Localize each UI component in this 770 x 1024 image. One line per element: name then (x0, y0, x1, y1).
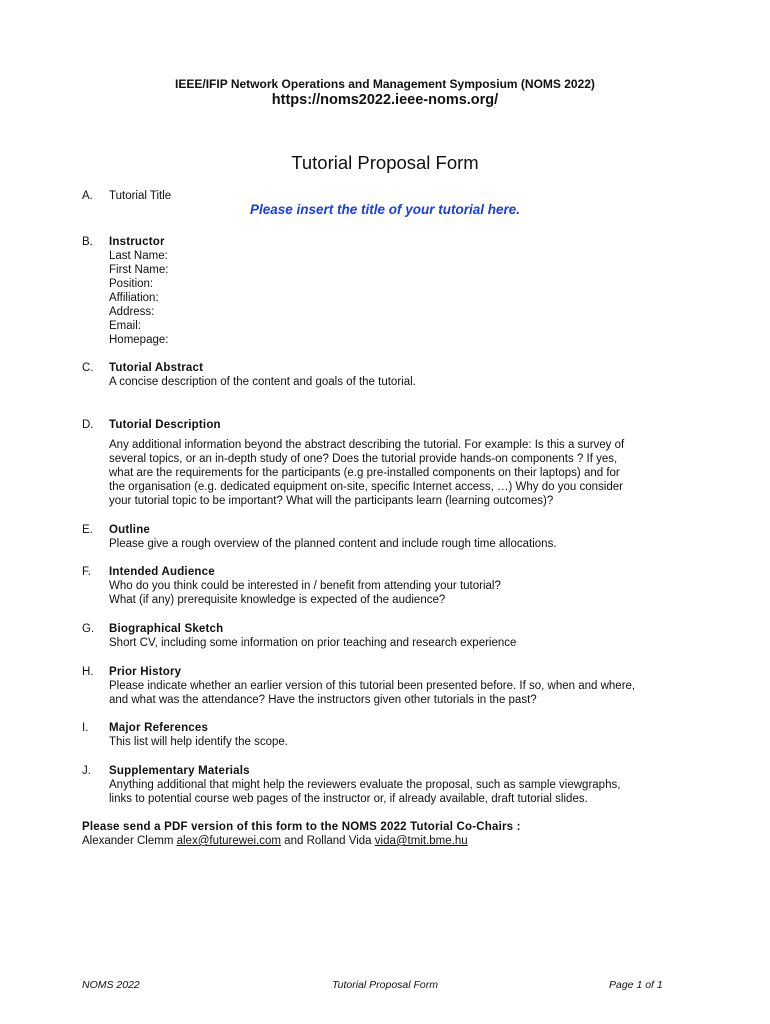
section-text: This list will help identify the scope. (109, 736, 288, 748)
section-text-line: links to potential course web pages of the instructor or, if already available, draft tutorial slides. (109, 793, 588, 805)
section-letter: F. (82, 566, 91, 578)
section-letter: A. (82, 190, 93, 202)
footer-center: Tutorial Proposal Form (331, 979, 438, 991)
field-address[interactable]: Address: (109, 306, 155, 318)
field-email[interactable]: Email: (109, 320, 141, 332)
section-heading: Tutorial Abstract (109, 362, 204, 374)
section-text-line: several topics, or an in-depth study of one? Does the tutorial provide hands-on components ? If yes, (109, 453, 618, 465)
chair-name: Alexander Clemm (82, 835, 174, 847)
section-heading: Tutorial Description (109, 419, 221, 431)
field-position[interactable]: Position: (109, 278, 154, 290)
chair-email-link[interactable]: vida@tmit.bme.hu (374, 835, 468, 847)
section-text-line: What (if any) prerequisite knowledge is expected of the audience? (109, 594, 446, 606)
field-last-name[interactable]: Last Name: (109, 250, 168, 262)
section-letter: I. (82, 722, 89, 734)
section-heading: Tutorial Title (109, 190, 172, 202)
submission-note: Please send a PDF version of this form to the NOMS 2022 Tutorial Co-Chairs : (82, 821, 521, 833)
section-heading: Supplementary Materials (109, 765, 250, 777)
section-text-line: Any additional information beyond the abstract describing the tutorial. For example: Is this a survey of (109, 439, 625, 451)
section-letter: J. (82, 765, 91, 777)
form-title: Tutorial Proposal Form (291, 152, 479, 173)
section-heading: Major References (109, 722, 209, 734)
section-letter: G. (82, 623, 95, 635)
section-heading: Biographical Sketch (109, 623, 224, 635)
section-text-line: what are the requirements for the participants (e.g pre-installed components on their laptops) and for (109, 467, 620, 479)
section-heading: Instructor (109, 236, 165, 248)
section-letter: E. (82, 524, 93, 536)
conference-name: IEEE/IFIP Network Operations and Management Symposium (NOMS 2022) (175, 77, 595, 91)
section-text: Short CV, including some information on prior teaching and research experience (109, 637, 517, 649)
chair-email-link[interactable]: alex@futurewei.com (176, 835, 281, 847)
section-text-line: Anything additional that might help the reviewers evaluate the proposal, such as sample viewgraphs, (109, 779, 621, 791)
tutorial-title-placeholder[interactable]: Please insert the title of your tutorial here. (249, 202, 521, 217)
section-text: Please give a rough overview of the planned content and include rough time allocations. (109, 538, 557, 550)
section-letter: B. (82, 236, 93, 248)
footer-page-number: Page 1 of 1 (609, 979, 663, 991)
section-text-line: the organisation (e.g. dedicated equipment on-site, specific Internet access, …) Why do you consider (109, 481, 623, 493)
field-affiliation[interactable]: Affiliation: (109, 292, 159, 304)
section-text-line: Who do you think could be interested in / benefit from attending your tutorial? (109, 580, 501, 592)
field-homepage[interactable]: Homepage: (109, 334, 169, 346)
section-letter: C. (82, 362, 94, 374)
conference-url: https://noms2022.ieee-noms.org/ (271, 92, 499, 108)
chair-name: Rolland Vida (306, 835, 372, 847)
section-text: A concise description of the content and goals of the tutorial. (109, 376, 416, 388)
section-heading: Outline (109, 524, 151, 536)
section-heading: Prior History (109, 666, 182, 678)
footer-left: NOMS 2022 (82, 979, 140, 991)
section-text-line: Please indicate whether an earlier version of this tutorial been presented before. If so, when and where, (109, 680, 636, 692)
section-letter: H. (82, 666, 94, 678)
co-chairs-contacts (82, 834, 468, 848)
section-letter: D. (82, 419, 94, 431)
section-text-line: your tutorial topic to be important? What will the participants learn (learning outcomes)? (109, 495, 554, 507)
section-text-line: and what was the attendance? Have the instructors given other tutorials in the past? (109, 694, 537, 706)
conjunction: and (284, 835, 304, 847)
field-first-name[interactable]: First Name: (109, 264, 169, 276)
section-heading: Intended Audience (109, 566, 215, 578)
